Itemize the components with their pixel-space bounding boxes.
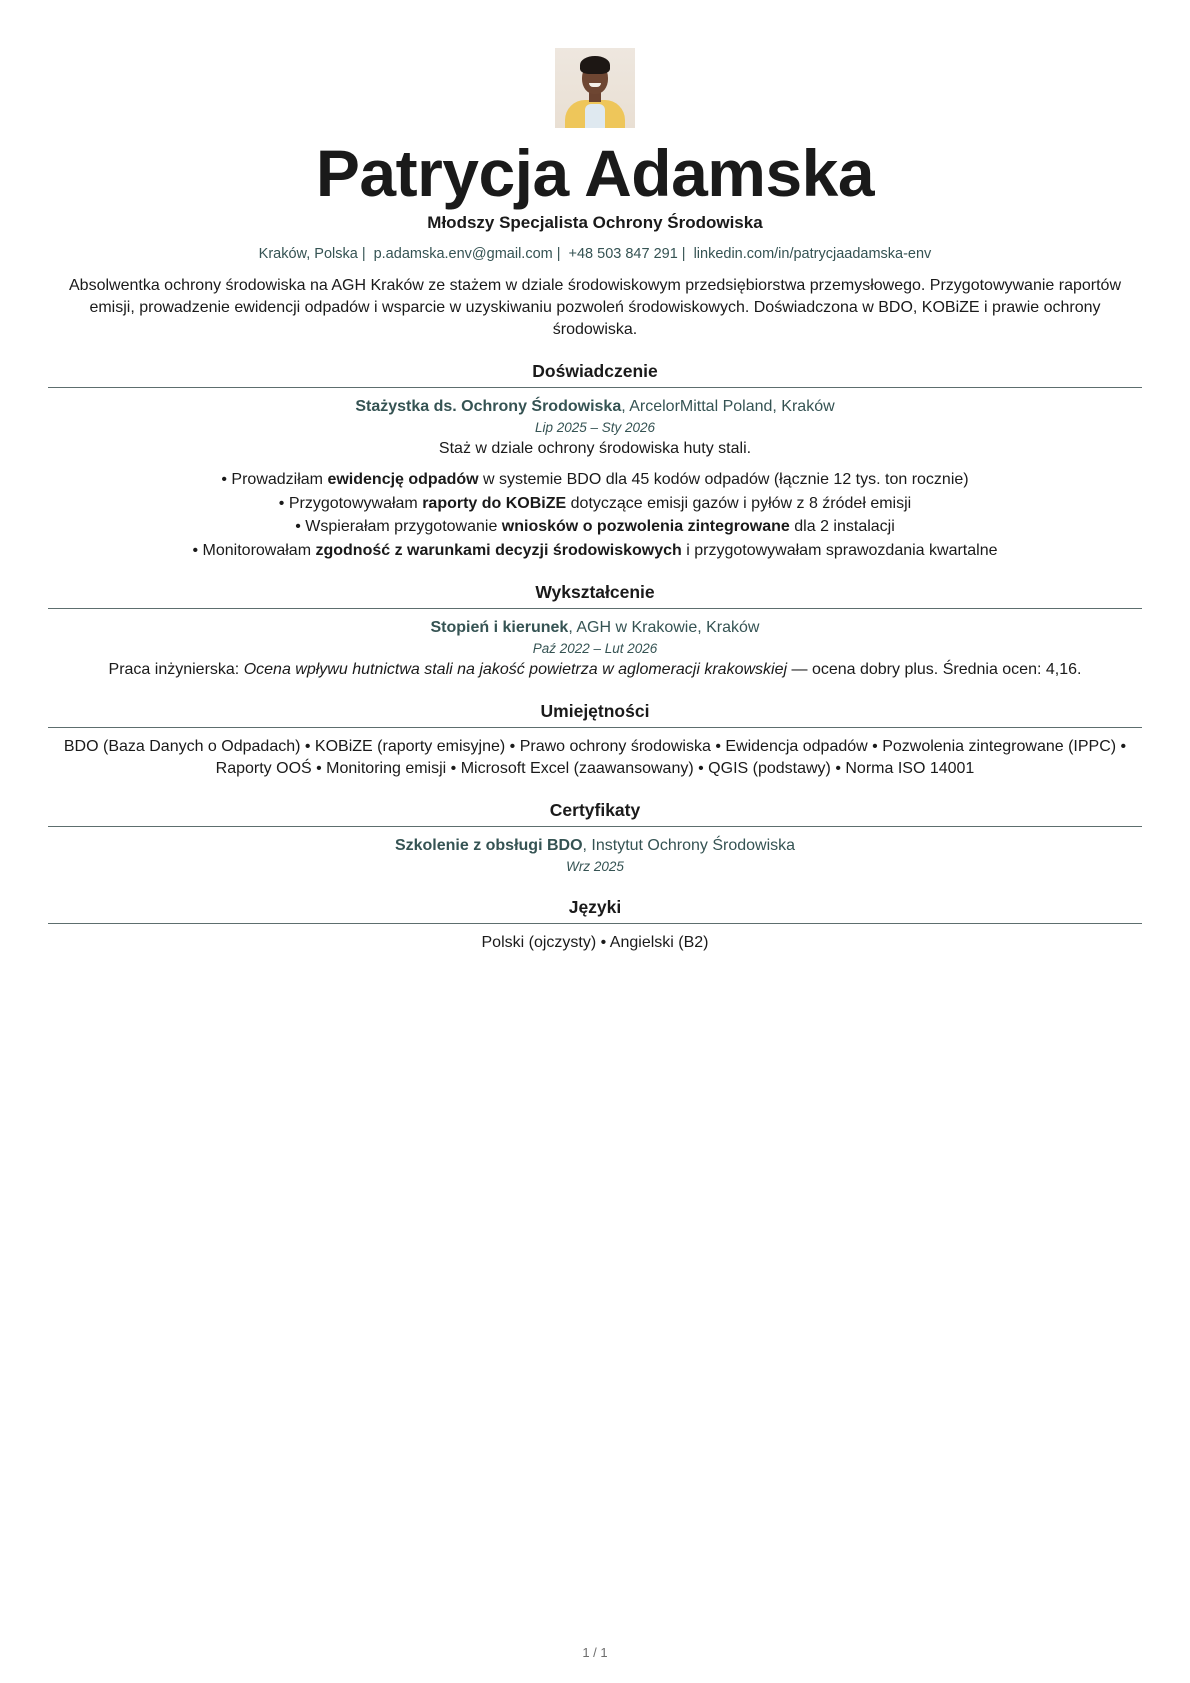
education-entry bbox=[48, 617, 1142, 681]
experience-description: Staż w dziale ochrony środowiska huty stali. bbox=[438, 440, 752, 457]
education-degree: Stopień i kierunek bbox=[430, 619, 569, 636]
section-title-education: Wykształcenie bbox=[48, 580, 1142, 609]
bullet-text: • Wspierałam przygotowanie bbox=[295, 518, 502, 535]
contact-separator: | bbox=[361, 246, 366, 262]
experience-org: , ArcelorMittal Poland, Kraków bbox=[621, 398, 835, 415]
languages-section bbox=[48, 895, 1142, 954]
education-entry-header bbox=[48, 617, 1142, 639]
certificate-date: Wrz 2025 bbox=[566, 859, 624, 874]
bullet-item bbox=[48, 515, 1142, 539]
bullet-text: • Monitorowałam bbox=[192, 541, 316, 559]
contact-linkedin[interactable]: linkedin.com/in/patrycjaadamska-env bbox=[693, 246, 932, 262]
page-indicator: 1 / 1 bbox=[582, 1645, 608, 1660]
certificate-issuer: , Instytut Ochrony Środowiska bbox=[582, 837, 796, 854]
bullet-text: i przygotowywałam sprawozdania kwartalne bbox=[681, 541, 998, 559]
contact-line bbox=[48, 244, 1142, 264]
bullet-highlight: raporty do KOBiZE bbox=[422, 494, 567, 512]
profile-photo bbox=[555, 48, 635, 128]
certificate-header bbox=[48, 835, 1142, 857]
education-date: Paź 2022 – Lut 2026 bbox=[532, 641, 658, 656]
bullet-text: • Prowadziłam bbox=[221, 471, 328, 488]
bullet-item bbox=[48, 539, 1142, 563]
bullet-highlight: zgodność z warunkami decyzji środowiskowych bbox=[315, 541, 682, 559]
section-title-certificates: Certyfikaty bbox=[48, 798, 1142, 827]
contact-separator: | bbox=[556, 246, 561, 262]
certificate-entry bbox=[48, 835, 1142, 877]
skills-list: BDO (Baza Danych o Odpadach) • KOBiZE (raporty emisyjne) • Prawo ochrony środowiska • Ewidencja odpadów • Pozwolenia zintegrowane (IPPC) • Raporty OOŚ • Monitoring emisji • Microsoft Excel (zaawansowany) • QGIS (podstawy) • Norma ISO 14001 bbox=[63, 738, 1127, 777]
bullet-text: dla 2 instalacji bbox=[789, 518, 895, 535]
section-title-experience: Doświadczenie bbox=[48, 359, 1142, 388]
resume-page bbox=[48, 48, 1142, 954]
bullet-text: w systemie BDO dla 45 kodów odpadów (łącznie 12 tys. ton rocznie) bbox=[478, 471, 969, 488]
experience-date: Lip 2025 – Sty 2026 bbox=[534, 420, 656, 435]
section-title-skills: Umiejętności bbox=[48, 699, 1142, 728]
bullet-item bbox=[48, 492, 1142, 516]
contact-phone[interactable]: +48 503 847 291 bbox=[568, 246, 678, 262]
contact-separator: | bbox=[681, 246, 686, 262]
bullet-text: • Przygotowywałam bbox=[278, 494, 423, 512]
education-thesis bbox=[48, 659, 1142, 681]
contact-email[interactable]: p.adamska.env@gmail.com bbox=[373, 246, 553, 262]
bullet-highlight: wniosków o pozwolenia zintegrowane bbox=[501, 518, 790, 535]
candidate-headline: Młodszy Specjalista Ochrony Środowiska bbox=[427, 213, 763, 232]
summary-text: Absolwentka ochrony środowiska na AGH Kraków ze stażem w dziale środowiskowym przedsiębiorstwa przemysłowego. Przygotowywanie raportów emisji, prowadzenie ewidencji odpadów i wsparcie w uzyskiwaniu pozwoleń środowiskowych. Doświadczona w BDO, KOBiZE i prawie ochrony środowiska. bbox=[69, 277, 1121, 338]
certificates-section bbox=[48, 798, 1142, 877]
bullet-item bbox=[48, 468, 1142, 492]
contact-location: Kraków, Polska bbox=[258, 246, 358, 262]
thesis-label: Praca inżynierska: bbox=[108, 661, 244, 678]
section-title-languages: Języki bbox=[48, 895, 1142, 924]
thesis-grade: — ocena dobry plus. Średnia ocen: 4,16. bbox=[787, 661, 1082, 678]
bullet-text: dotyczące emisji gazów i pyłów z 8 źródeł emisji bbox=[566, 494, 912, 512]
skills-section bbox=[48, 699, 1142, 780]
education-org: , AGH w Krakowie, Kraków bbox=[568, 619, 760, 636]
experience-section bbox=[48, 359, 1142, 562]
experience-entry bbox=[48, 396, 1142, 562]
certificate-name: Szkolenie z obsługi BDO bbox=[394, 837, 583, 854]
experience-entry-header bbox=[48, 396, 1142, 418]
education-section bbox=[48, 580, 1142, 681]
experience-role: Stażystka ds. Ochrony Środowiska bbox=[355, 398, 622, 415]
candidate-name: Patrycja Adamska bbox=[315, 136, 875, 210]
experience-bullets bbox=[48, 468, 1142, 562]
thesis-title: Ocena wpływu hutnictwa stali na jakość powietrza w aglomeracji krakowskiej bbox=[243, 661, 788, 678]
languages-list: Polski (ojczysty) • Angielski (B2) bbox=[481, 934, 709, 951]
bullet-highlight: ewidencję odpadów bbox=[327, 471, 479, 488]
